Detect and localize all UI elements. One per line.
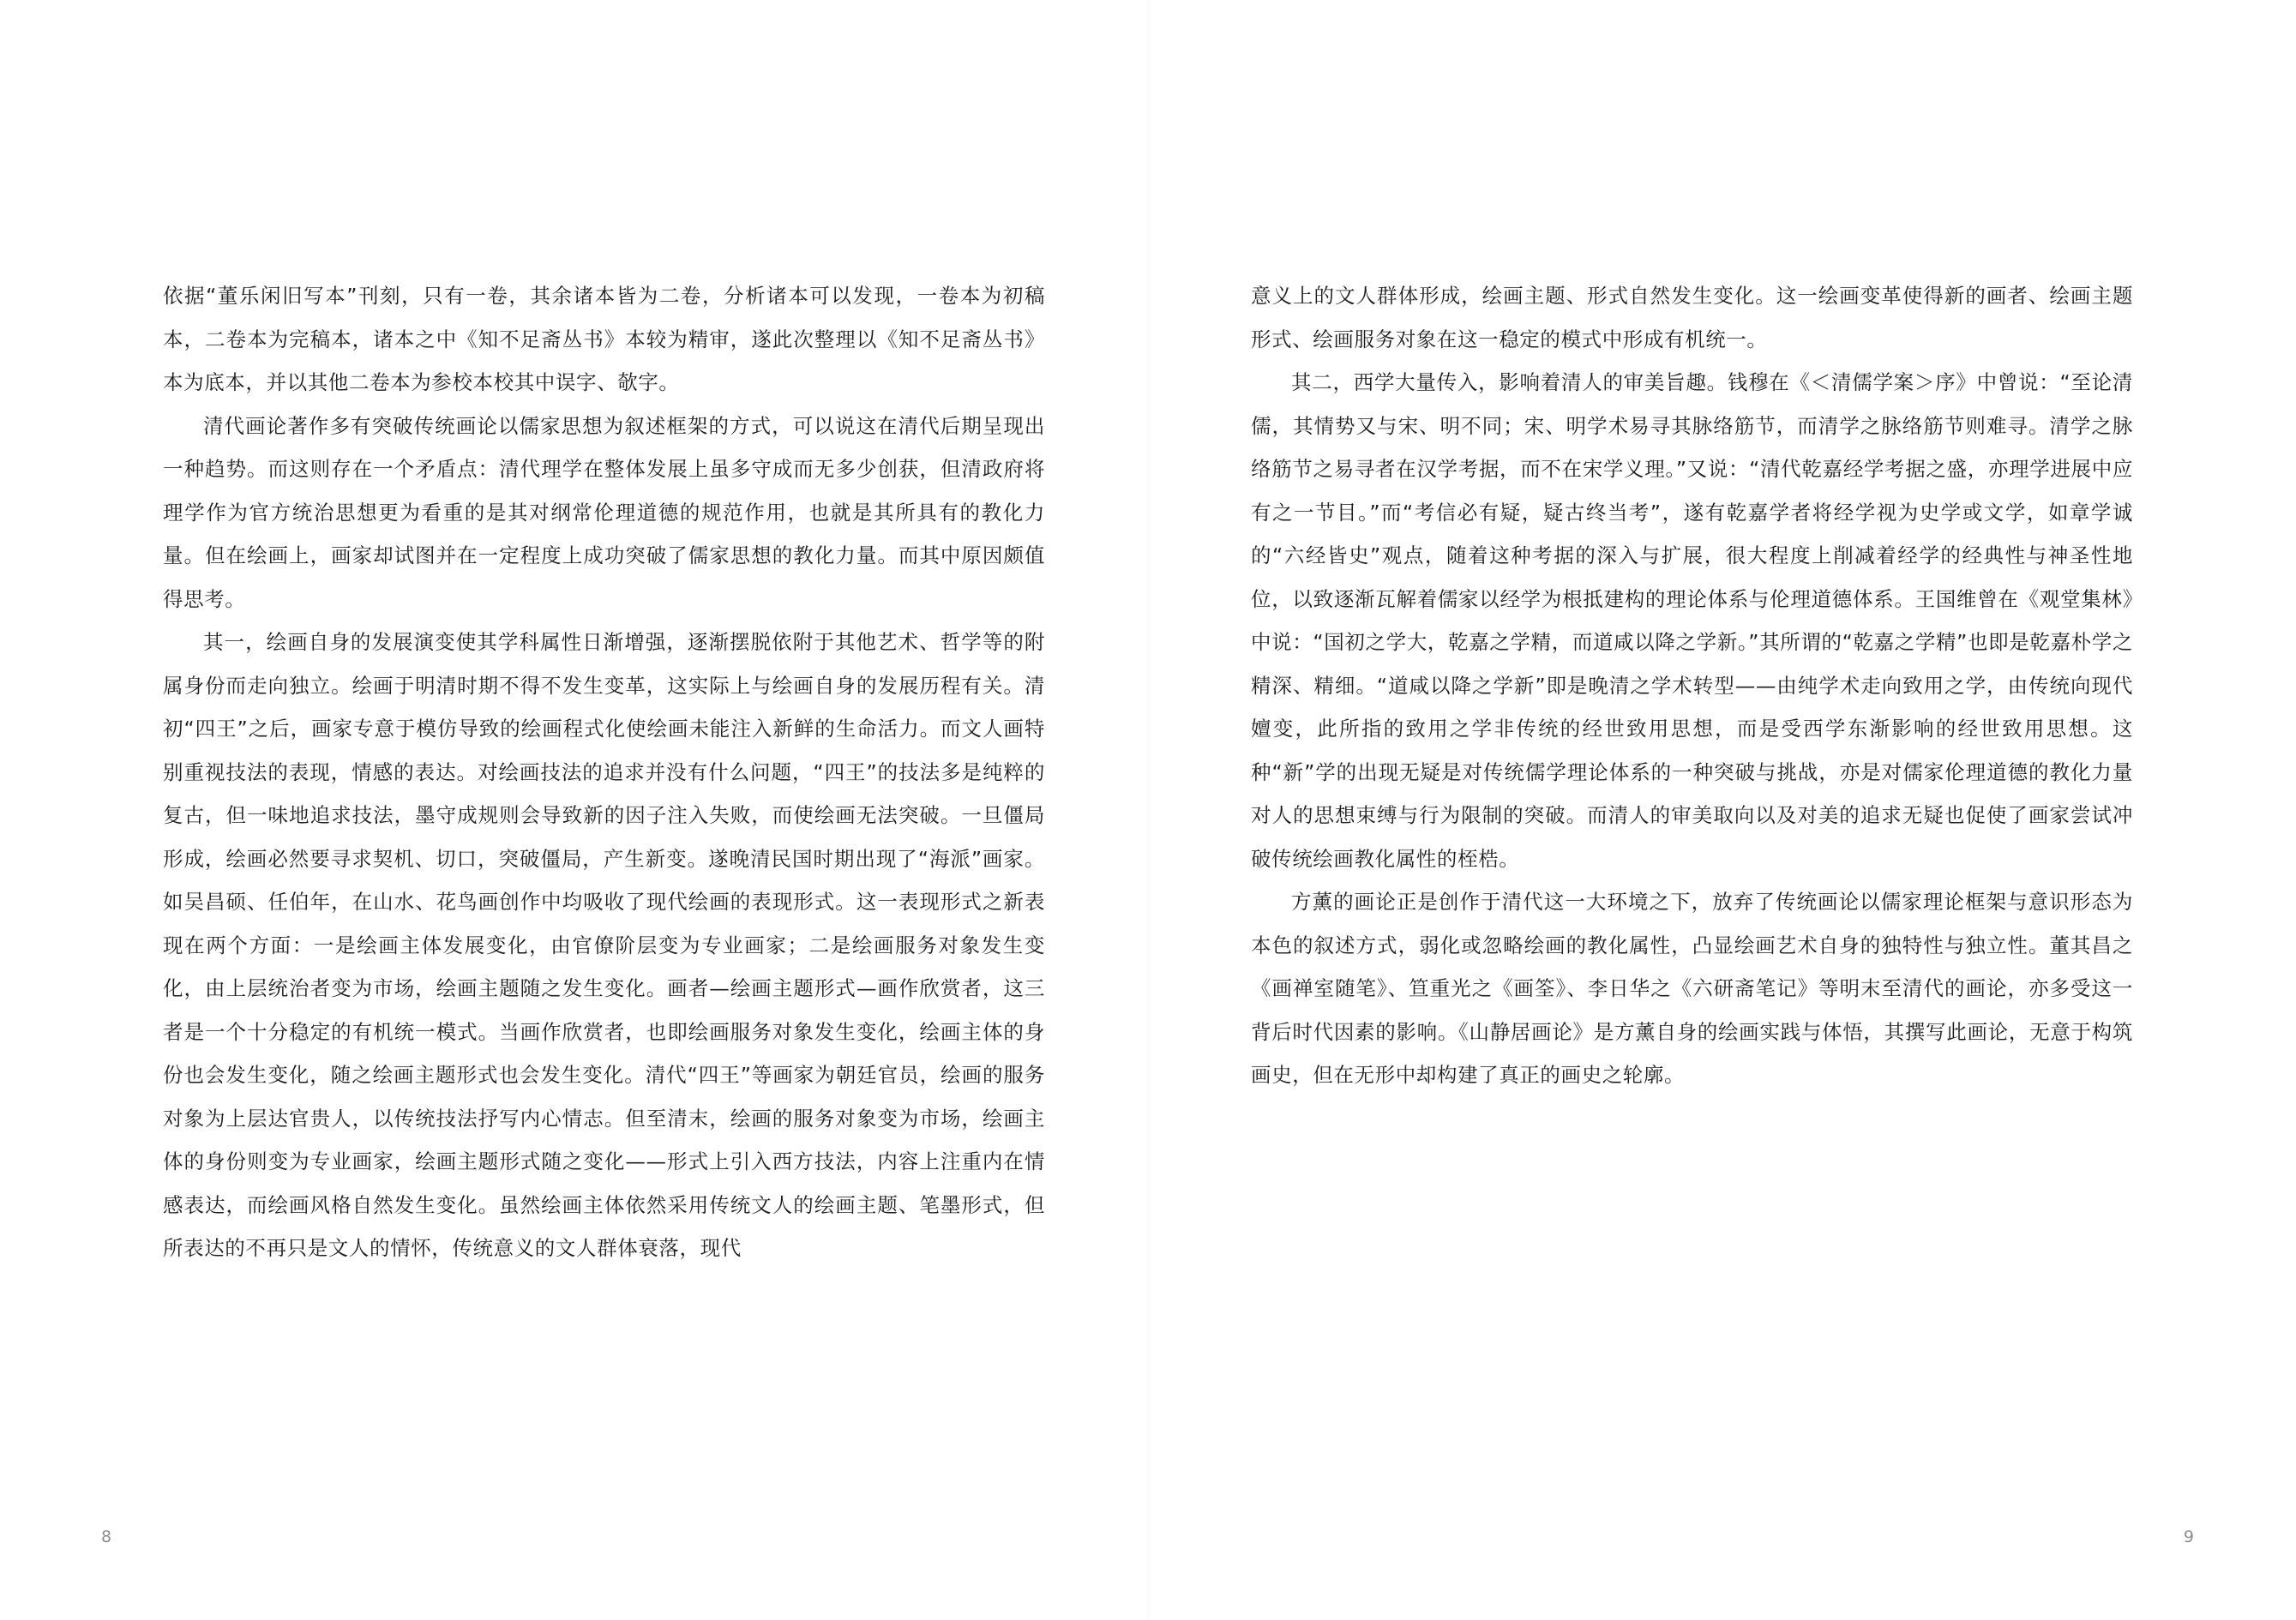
paragraph: 依据“董乐闲旧写本”刊刻，只有一卷，其余诸本皆为二卷，分析诸本可以发现，一卷本为初稿本，二卷本为完稿本，诸本之中《知不足斋丛书》本较为精审，遂此次整理以《知不足斋丛书》本为底本，并以其他二卷本为参校本校其中误字、欹字。 — [163, 284, 1045, 394]
left-text-column — [163, 274, 1045, 1270]
page-number-left: 8 — [101, 1527, 113, 1546]
page-right — [1148, 0, 2296, 1620]
paragraph: 意义上的文人群体形成，绘画主题、形式自然发生变化。这一绘画变革使得新的画者、绘画主题形式、绘画服务对象在这一稳定的模式中形成有机统一。 — [1251, 284, 2133, 351]
paragraph: 其一，绘画自身的发展演变使其学科属性日渐增强，逐渐摆脱依附于其他艺术、哲学等的附属身份而走向独立。绘画于明清时期不得不发生变革，这实际上与绘画自身的发展历程有关。清初“四王”之后，画家专意于模仿导致的绘画程式化使绘画未能注入新鲜的生命活力。而文人画特别重视技法的表现，情感的表达。对绘画技法的追求并没有什么问题，“四王”的技法多是纯粹的复古，但一味地追求技法，墨守成规则会导致新的因子注入失败，而使绘画无法突破。一旦僵局形成，绘画必然要寻求契机、切口，突破僵局，产生新变。遂晚清民国时期出现了“海派”画家。如吴昌硕、任伯年，在山水、花鸟画创作中均吸收了现代绘画的表现形式。这一表现形式之新表现在两个方面：一是绘画主体发展变化，由官僚阶层变为专业画家；二是绘画服务对象发生变化，由上层统治者变为市场，绘画主题随之发生变化。画者—绘画主题形式—画作欣赏者，这三者是一个十分稳定的有机统一模式。当画作欣赏者，也即绘画服务对象发生变化，绘画主体的身份也会发生变化，随之绘画主题形式也会发生变化。清代“四王”等画家为朝廷官员，绘画的服务对象为上层达官贵人，以传统技法抒写内心情志。但至清末，绘画的服务对象变为市场，绘画主体的身份则变为专业画家，绘画主题形式随之变化——形式上引入西方技法，内容上注重内在情感表达，而绘画风格自然发生变化。虽然绘画主体依然采用传统文人的绘画主题、笔墨形式，但所表达的不再只是文人的情怀，传统意义的文人群体衰落，现代 — [163, 630, 1045, 1260]
page-number-right: 9 — [2183, 1527, 2195, 1546]
paragraph: 清代画论著作多有突破传统画论以儒家思想为叙述框架的方式，可以说这在清代后期呈现出一种趋势。而这则存在一个矛盾点：清代理学在整体发展上虽多守成而无多少创获，但清政府将理学作为官方统治思想更为看重的是其对纲常伦理道德的规范作用，也就是其所具有的教化力量。但在绘画上，画家却试图并在一定程度上成功突破了儒家思想的教化力量。而其中原因颇值得思考。 — [163, 413, 1045, 611]
paragraph: 其二，西学大量传入，影响着清人的审美旨趣。钱穆在《＜清儒学案＞序》中曾说：“至论清儒，其情势又与宋、明不同；宋、明学术易寻其脉络筋节，而清学之脉络筋节则难寻。清学之脉络筋节之易寻者在汉学考据，而不在宋学义理。”又说：“清代乾嘉经学考据之盛，亦理学进展中应有之一节目。”而“考信必有疑，疑古终当考”，遂有乾嘉学者将经学视为史学或文学，如章学诚的“六经皆史”观点，随着这种考据的深入与扩展，很大程度上削减着经学的经典性与神圣性地位，以致逐渐瓦解着儒家以经学为根抵建构的理论体系与伦理道德体系。王国维曾在《观堂集林》中说：“国初之学大，乾嘉之学精，而道咸以降之学新。”其所谓的“乾嘉之学精”也即是乾嘉朴学之精深、精细。“道咸以降之学新”即是晚清之学术转型——由纯学术走向致用之学，由传统向现代嬗变，此所指的致用之学非传统的经世致用思想，而是受西学东渐影响的经世致用思想。这种“新”学的出现无疑是对传统儒学理论体系的一种突破与挑战，亦是对儒家伦理道德的教化力量对人的思想束缚与行为限制的突破。而清人的审美取向以及对美的追求无疑也促使了画家尝试冲破传统绘画教化属性的桎梏。 — [1251, 370, 2133, 871]
paragraph: 方薰的画论正是创作于清代这一大环境之下，放弃了传统画论以儒家理论框架与意识形态为本色的叙述方式，弱化或忽略绘画的教化属性，凸显绘画艺术自身的独特性与独立性。董其昌之《画禅室随笔》、笪重光之《画筌》、李日华之《六研斋笔记》等明末至清代的画论，亦多受这一背后时代因素的影响。《山静居画论》是方薰自身的绘画实践与体悟，其撰写此画论，无意于构筑画史，但在无形中却构建了真正的画史之轮廓。 — [1251, 890, 2133, 1087]
right-text-column — [1251, 274, 2133, 1097]
